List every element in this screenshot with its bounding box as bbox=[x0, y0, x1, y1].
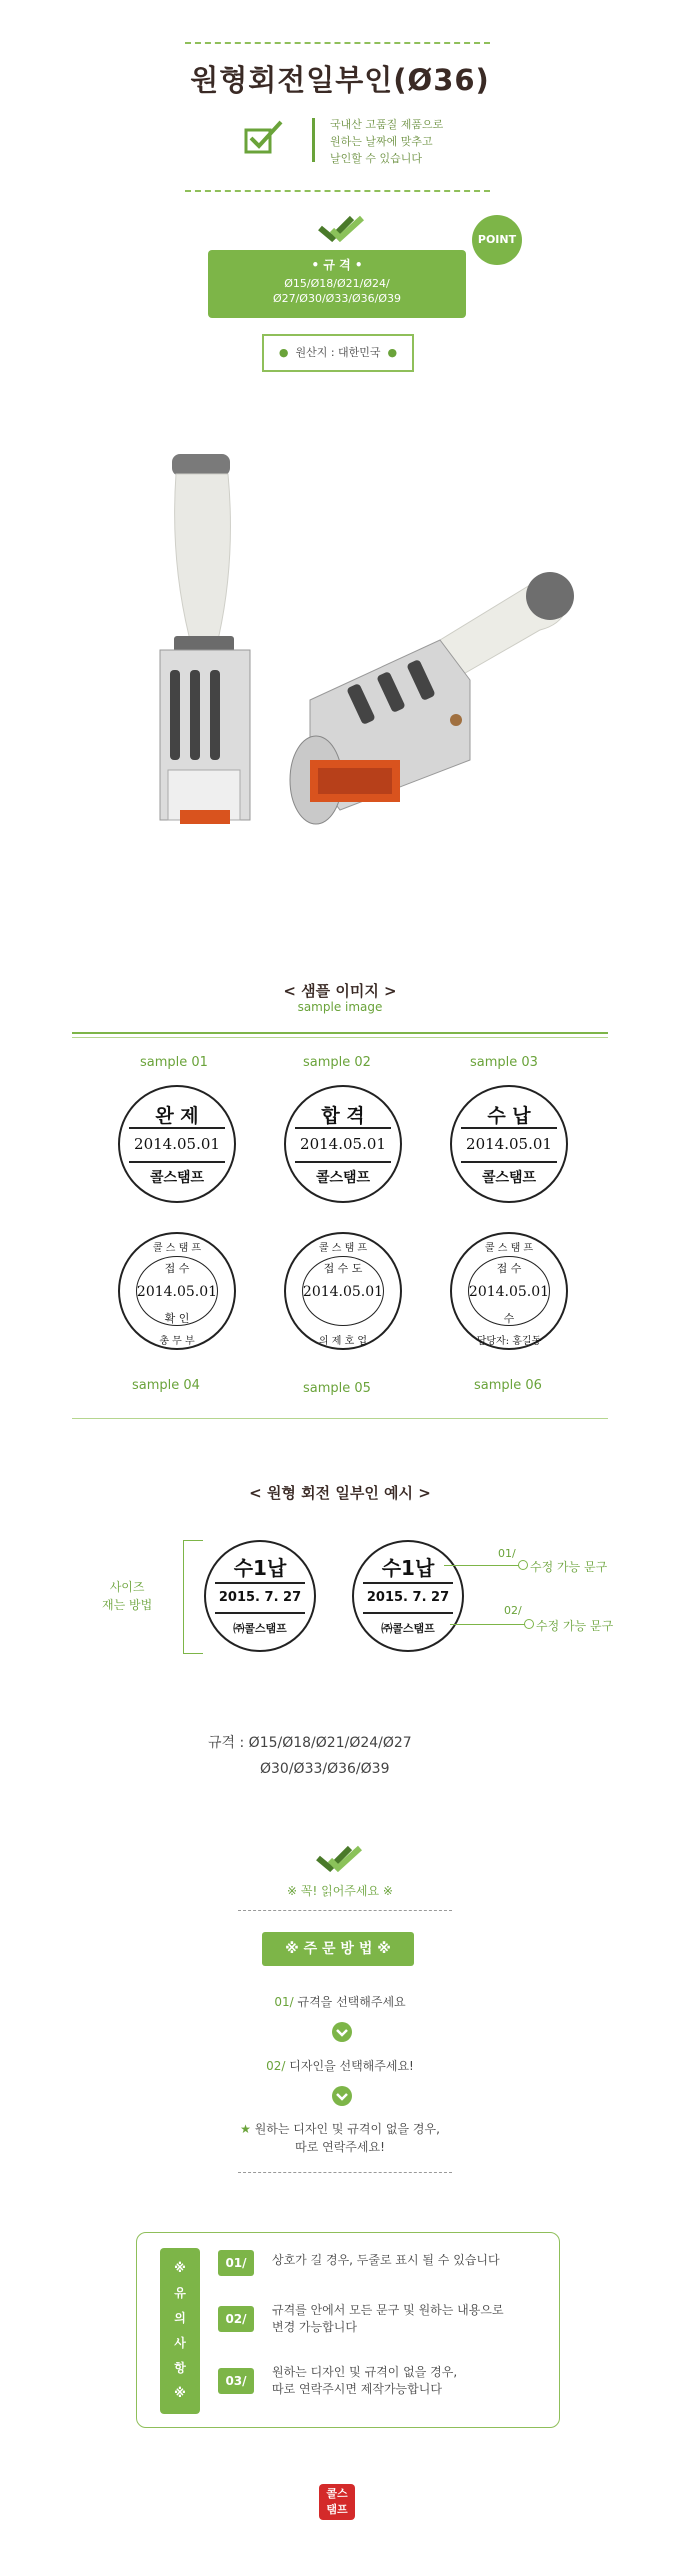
order-checkmark-icon bbox=[316, 1844, 362, 1876]
caution-char-6: ※ bbox=[174, 2386, 186, 2400]
origin-box: ● 원산지 : 대한민국 ● bbox=[262, 334, 414, 372]
order-divider-bottom bbox=[238, 2172, 452, 2173]
chevron-down-icon bbox=[332, 2086, 352, 2110]
stamp-date: 2014.05.01 bbox=[134, 1135, 220, 1153]
example-stamp-right bbox=[352, 1540, 464, 1652]
sample-stamp-06 bbox=[450, 1232, 568, 1350]
caution-num-03 bbox=[218, 2368, 254, 2394]
sample-divider-top-thin bbox=[72, 1037, 608, 1038]
example-stamp-bottom: ㈜콜스탬프 bbox=[381, 1622, 435, 1635]
stamp-inner-bottom: 확 인 bbox=[164, 1312, 190, 1325]
page-title: 원형회전일부인(Ø36) bbox=[190, 63, 490, 97]
sample-section-title: < 샘플 이미지 > bbox=[283, 982, 397, 1000]
example-stamp-date: 2015. 7. 27 bbox=[218, 1590, 302, 1605]
order-note bbox=[0, 2120, 680, 2156]
desc-line-1: 국내산 고품질 제품으로 bbox=[330, 118, 444, 131]
callout-num-1: 01/ bbox=[498, 1547, 516, 1560]
caution-item-03 bbox=[272, 2364, 457, 2398]
sample-stamp-02 bbox=[284, 1085, 402, 1203]
example-stamp-top: 수1납 bbox=[381, 1556, 435, 1580]
order-step-2 bbox=[0, 2057, 680, 2074]
caution-char-5: 항 bbox=[174, 2361, 186, 2375]
star-icon: ★ bbox=[240, 2122, 251, 2136]
caution-item-03-line-2: 따로 연락주시면 제작가능합니다 bbox=[272, 2382, 442, 2396]
example-section-title: < 원형 회전 일부인 예시 > bbox=[249, 1484, 431, 1502]
spec-line-1: Ø15/Ø18/Ø21/Ø24/ bbox=[284, 277, 390, 290]
stamp-date: 2014.05.01 bbox=[300, 1135, 386, 1153]
callout-line-1 bbox=[444, 1565, 524, 1566]
callout-dot-1 bbox=[518, 1560, 528, 1570]
stamp-ring-bottom: 의 제 호 업 bbox=[318, 1336, 368, 1347]
caution-item-01-line-1: 상호가 길 경우, 두줄로 표시 될 수 있습니다 bbox=[272, 2253, 500, 2267]
caution-num-text: 03/ bbox=[225, 2374, 247, 2388]
caution-item-02-line-2: 변경 가능합니다 bbox=[272, 2320, 357, 2334]
stamp-ring-top: 콜 스 탬 프 bbox=[152, 1243, 202, 1254]
caution-side-label bbox=[160, 2248, 200, 2414]
stamp-inner-top: 접 수 bbox=[164, 1262, 190, 1275]
stamp-inner-top: 접 수 도 bbox=[323, 1262, 363, 1275]
size-label-2: 재는 방법 bbox=[102, 1598, 153, 1612]
caution-num-02 bbox=[218, 2306, 254, 2332]
order-step-2-text: 디자인을 선택해주세요! bbox=[289, 2059, 414, 2073]
header-vertical-divider bbox=[312, 118, 315, 162]
sample-label-06: sample 06 bbox=[474, 1378, 542, 1393]
order-step-1-text: 규격을 선택해주세요 bbox=[297, 1995, 406, 2009]
sample-stamp-03 bbox=[450, 1085, 568, 1203]
sample-stamp-01 bbox=[118, 1085, 236, 1203]
logo-line-2: 탬프 bbox=[326, 2503, 348, 2516]
stamp-top-text: 수 납 bbox=[487, 1105, 531, 1127]
sample-divider-top bbox=[72, 1032, 608, 1034]
order-step-1-num: 01/ bbox=[274, 1995, 294, 2009]
stamp-top-text: 합 격 bbox=[321, 1105, 365, 1127]
desc-line-3: 날인할 수 있습니다 bbox=[330, 152, 423, 165]
product-image bbox=[140, 440, 630, 860]
order-step-2-num: 02/ bbox=[266, 2059, 286, 2073]
caution-num-01 bbox=[218, 2250, 254, 2276]
stamp-ring-top: 콜 스 탬 프 bbox=[318, 1243, 368, 1254]
caution-item-03-line-1: 원하는 디자인 및 규격이 없을 경우, bbox=[272, 2365, 458, 2379]
sample-label-03: sample 03 bbox=[470, 1055, 538, 1070]
sample-label-02: sample 02 bbox=[303, 1055, 371, 1070]
example-stamp-top: 수1납 bbox=[233, 1556, 287, 1580]
caution-num-text: 01/ bbox=[225, 2256, 247, 2270]
caution-char-4: 사 bbox=[174, 2336, 186, 2350]
example-spec-label: 규격 : bbox=[208, 1735, 245, 1751]
caution-item-01 bbox=[272, 2252, 500, 2269]
example-spec-line-1: Ø15/Ø18/Ø21/Ø24/Ø27 bbox=[248, 1735, 412, 1751]
stamp-date: 2014.05.01 bbox=[466, 1135, 552, 1153]
caution-char-1: ※ bbox=[174, 2261, 186, 2275]
order-divider-top bbox=[238, 1910, 452, 1911]
order-heading-box bbox=[262, 1932, 414, 1966]
stamp-date: 2014.05.01 bbox=[136, 1284, 218, 1300]
desc-line-2: 원하는 날짜에 맞추고 bbox=[330, 135, 433, 148]
logo-line-1: 콜스 bbox=[326, 2487, 348, 2500]
caution-char-3: 의 bbox=[174, 2311, 186, 2325]
spec-line-2: Ø27/Ø30/Ø33/Ø36/Ø39 bbox=[272, 292, 402, 305]
stamp-date: 2014.05.01 bbox=[302, 1284, 384, 1300]
stamp-inner-bottom: 수 bbox=[503, 1312, 515, 1325]
order-notice: ※ 꼭! 읽어주세요 ※ bbox=[287, 1884, 393, 1898]
origin-text: 원산지 : 대한민국 bbox=[295, 346, 381, 359]
example-spec bbox=[208, 1730, 412, 1782]
callout-text-2: 수정 가능 문구 bbox=[536, 1619, 614, 1633]
sample-stamp-05 bbox=[284, 1232, 402, 1350]
header-divider-top bbox=[185, 42, 490, 44]
callout-dot-2 bbox=[524, 1619, 534, 1629]
callout-text-1: 수정 가능 문구 bbox=[530, 1560, 608, 1574]
callout-line-2 bbox=[450, 1624, 530, 1625]
sample-label-01: sample 01 bbox=[140, 1055, 208, 1070]
caution-item-02 bbox=[272, 2302, 504, 2336]
example-stamp-date: 2015. 7. 27 bbox=[366, 1590, 450, 1605]
chevron-down-icon bbox=[332, 2022, 352, 2046]
size-bracket bbox=[183, 1540, 203, 1654]
callout-num-2: 02/ bbox=[504, 1604, 522, 1617]
checkmark-badge-icon bbox=[318, 214, 364, 246]
order-note-line-2: 따로 연락주세요! bbox=[295, 2140, 385, 2154]
stamp-inner-top: 접 수 bbox=[496, 1262, 522, 1275]
order-heading: ※ 주 문 방 법 ※ bbox=[285, 1941, 391, 1957]
size-label-1: 사이즈 bbox=[109, 1580, 145, 1594]
order-note-line-1: 원하는 디자인 및 규격이 없을 경우, bbox=[254, 2122, 440, 2136]
stamp-bottom-text: 콜스탬프 bbox=[315, 1170, 371, 1186]
sample-label-05: sample 05 bbox=[303, 1381, 371, 1396]
stamp-top-text: 완 제 bbox=[155, 1105, 199, 1127]
header-description bbox=[330, 116, 443, 167]
sample-stamp-04 bbox=[118, 1232, 236, 1350]
example-stamp-bottom: ㈜콜스탬프 bbox=[233, 1622, 287, 1635]
stamp-ring-bottom: 총 무 부 bbox=[159, 1336, 195, 1347]
sample-divider-bottom bbox=[72, 1418, 608, 1419]
stamp-date: 2014.05.01 bbox=[468, 1284, 550, 1300]
size-measure-label bbox=[102, 1578, 152, 1614]
brand-logo bbox=[319, 2484, 355, 2520]
caution-item-02-line-1: 규격를 안에서 모든 문구 및 원하는 내용으로 bbox=[272, 2303, 504, 2317]
header-divider-bottom bbox=[185, 190, 490, 192]
spec-heading: • 규 격 • bbox=[311, 258, 363, 272]
sample-label-04: sample 04 bbox=[132, 1378, 200, 1393]
sample-section-subtitle: sample image bbox=[297, 1000, 383, 1014]
stamp-ring-top: 콜 스 탬 프 bbox=[484, 1243, 534, 1254]
example-spec-line-2: Ø30/Ø33/Ø36/Ø39 bbox=[260, 1761, 390, 1777]
point-badge bbox=[472, 215, 522, 265]
caution-char-2: 유 bbox=[174, 2286, 186, 2300]
example-stamp-left bbox=[204, 1540, 316, 1652]
checkbox-icon bbox=[243, 118, 287, 158]
point-label: POINT bbox=[477, 233, 517, 246]
order-step-1 bbox=[0, 1993, 680, 2010]
spec-box bbox=[208, 250, 466, 318]
caution-num-text: 02/ bbox=[225, 2312, 247, 2326]
stamp-bottom-text: 콜스탬프 bbox=[149, 1170, 205, 1186]
stamp-ring-bottom: 담당자: 홍길동 bbox=[476, 1336, 542, 1347]
stamp-bottom-text: 콜스탬프 bbox=[481, 1170, 537, 1186]
